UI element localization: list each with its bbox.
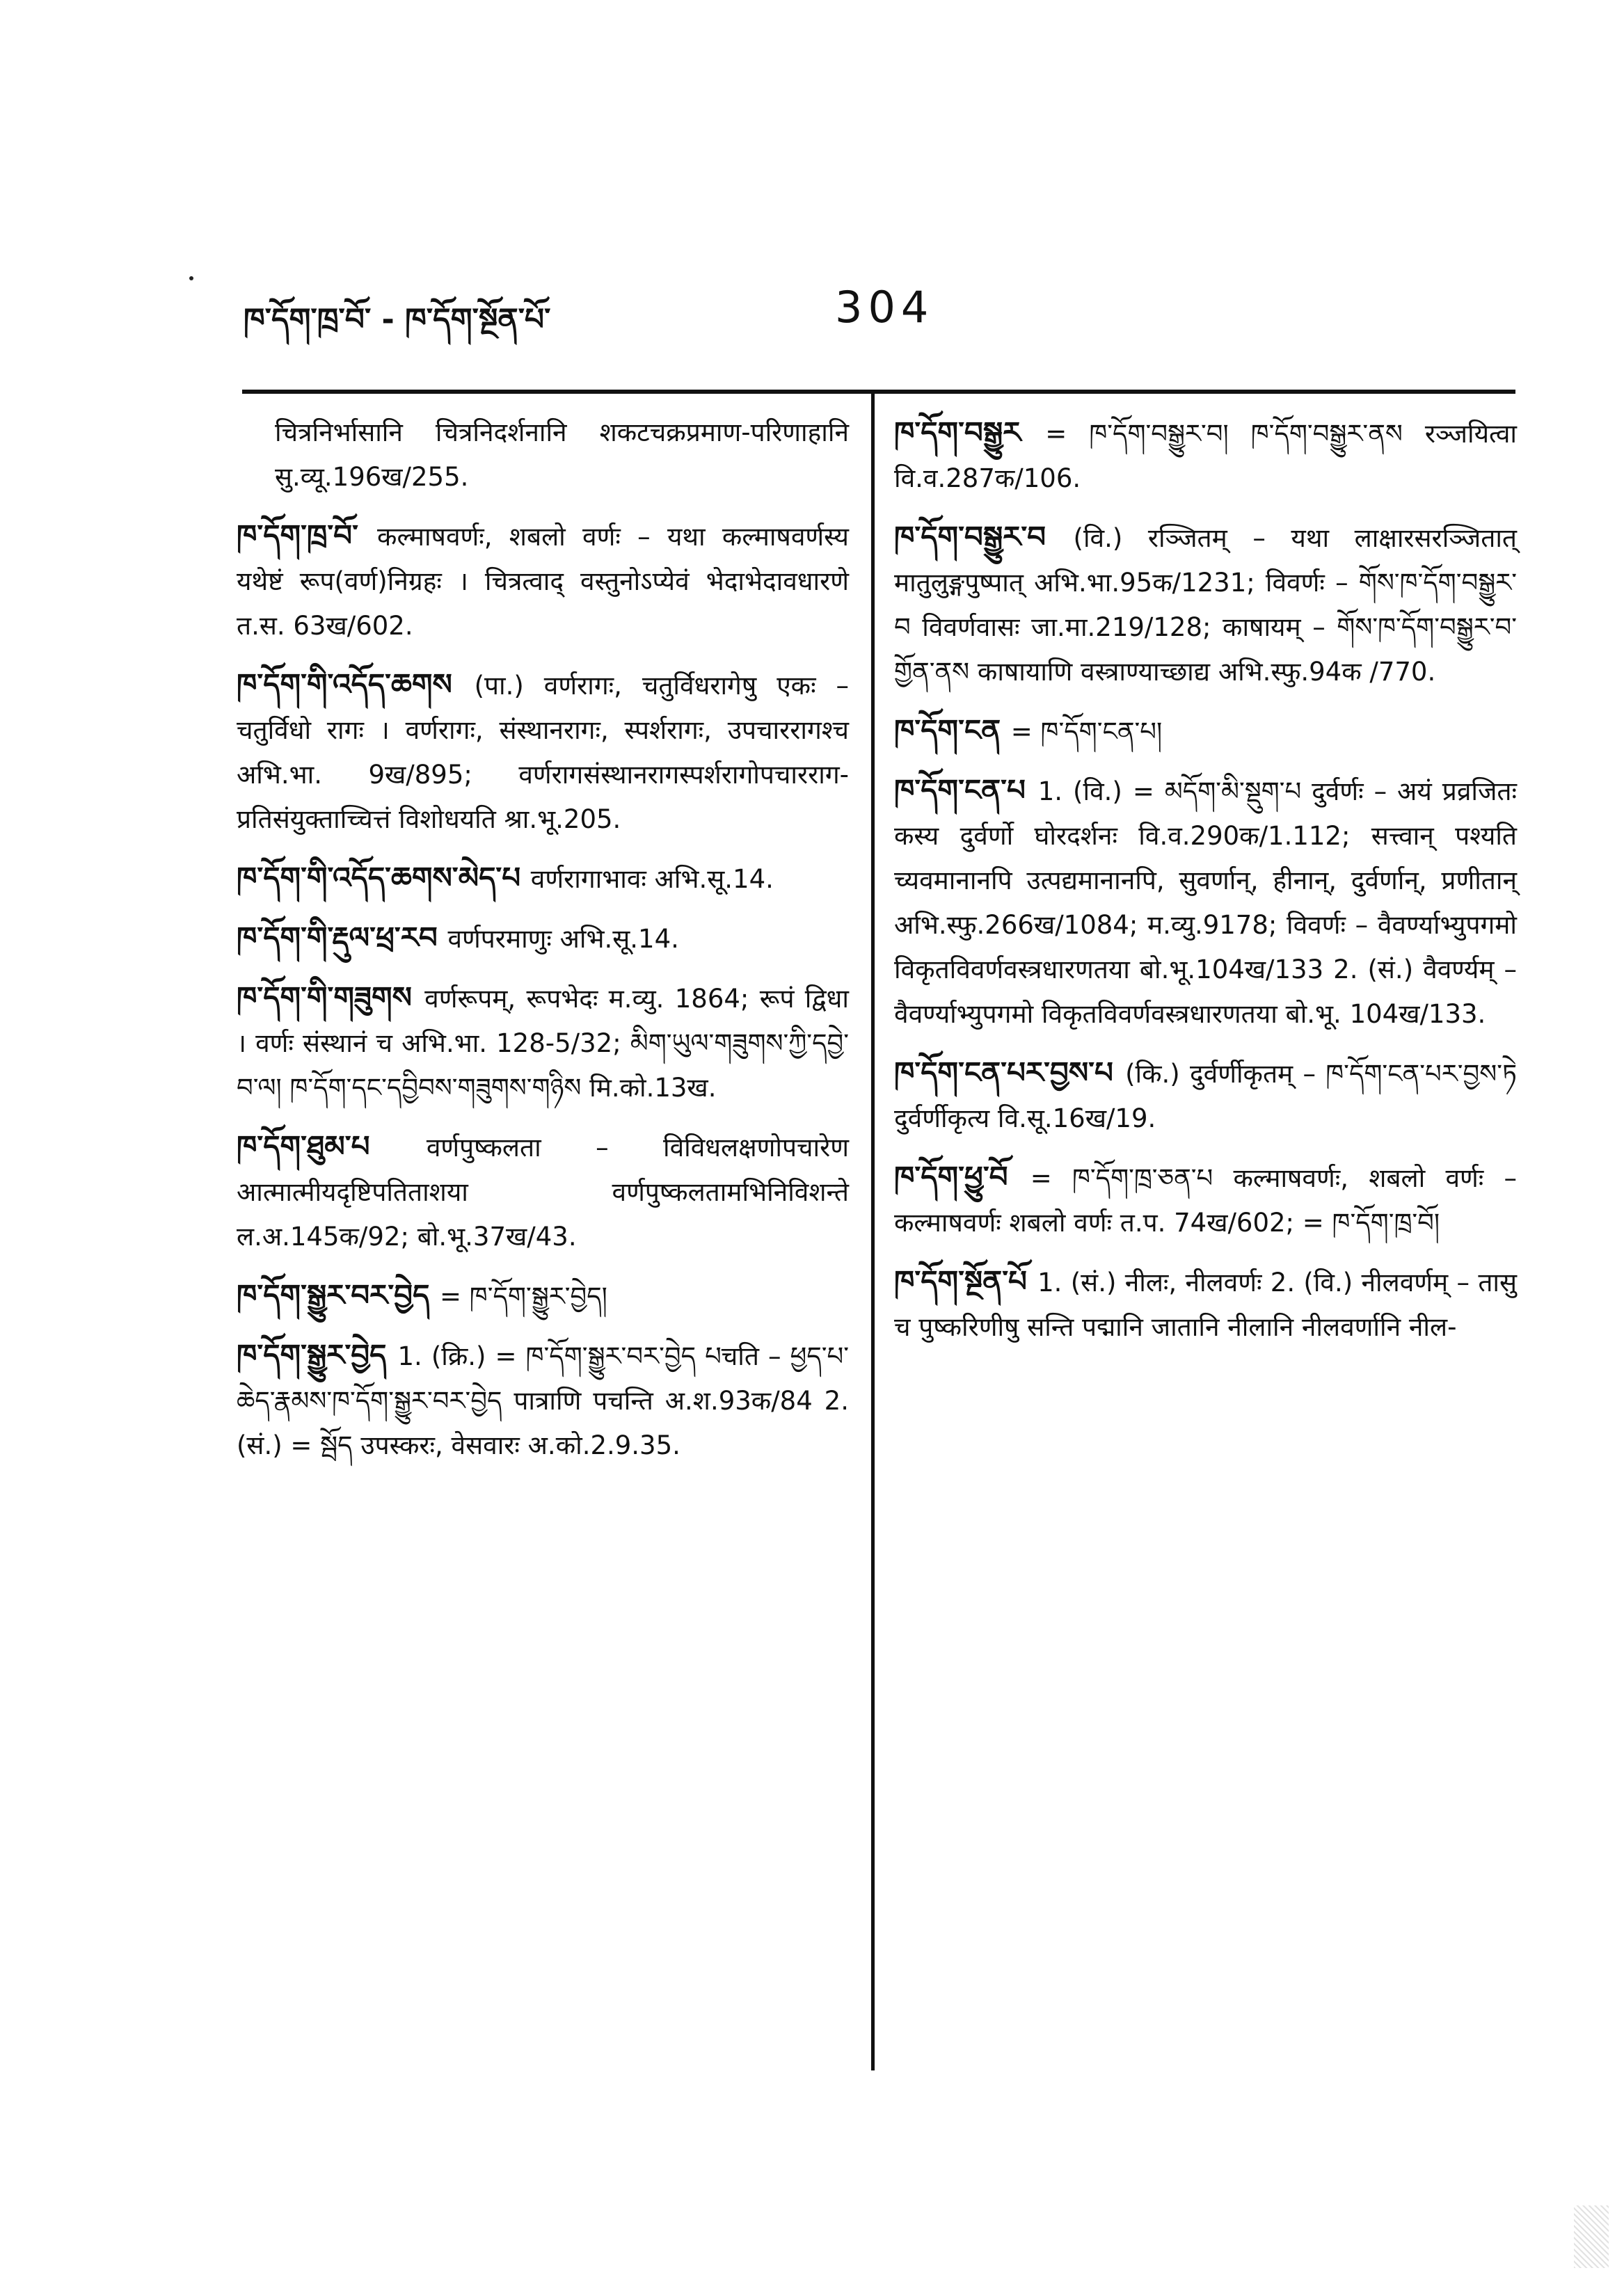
entry-headword: ཁ་དོག་གི་རྡུལ་ཕྲ་རབ	[237, 920, 448, 955]
dictionary-entry	[894, 1155, 1517, 1245]
entry-body: (पा.) वर्णरागः, चतुर्विधरागेषु एकः – चतुर्विधो रागः । वर्णरागः, संस्थानरागः, स्पर्शरागः, उपचाररागश्च अभि.भा. 9ख/895; वर्णरागसंस्थानरागस्पर्शरागोपचारराग-प्रतिसंयुक्ताच्चित्तं विशोधयति श्रा.भू.205.	[237, 671, 849, 834]
dictionary-entry	[237, 856, 849, 902]
entry-headword: ཁ་དོག་ཐུམ་པ	[237, 1129, 427, 1163]
header-rule	[242, 390, 1515, 394]
entry-body: = ཁ་དོག་སྒྱུར་བྱེད།	[440, 1282, 607, 1311]
entry-headword: ཁ་དོག་ཕྱུ་བོ	[894, 1160, 1030, 1194]
entry-body: कल्माषवर्णः, शबलो वर्णः – यथा कल्माषवर्णस्य यथेष्टं रूप(वर्ण)निग्रहः । चित्रत्वाद् वस्तुनोऽप्येवं भेदाभेदावधारणे त.स. 63ख/602.	[237, 522, 849, 641]
column-divider	[871, 394, 875, 2070]
dictionary-entry	[237, 1273, 849, 1319]
dictionary-entry	[894, 515, 1517, 694]
entry-headword: ཁ་དོག་སྒྱུར་བར་བྱེད	[237, 1278, 440, 1312]
entry-body: 1. (क्रि.) = ཁ་དོག་སྒྱུར་བར་བྱེད པचति – ཕྱད་པ་ཆེད་རྣམས་ཁ་དོག་སྒྱུར་བར་བྱེད पात्राणि पचन्ति अ.श.93क/84 2. (सं.) = སྦོད उपस्करः, वेसवारः अ.को.2.9.35.	[237, 1341, 850, 1460]
scan-artifact	[1574, 2205, 1609, 2268]
left-column	[237, 410, 849, 1482]
entry-body: चित्रनिर्भासानि चित्रनिदर्शनानि शकटचक्रप्रमाण-परिणाहानि सु.व्यू.196ख/255.	[275, 417, 849, 492]
dictionary-entry	[237, 662, 849, 842]
entry-headword: ཁ་དོག་ཁྲ་བོ་	[237, 518, 378, 552]
entry-headword: ཁ་དོག་བསྒྱུར་བ	[894, 520, 1074, 554]
entry-headword: ཁ་དོག་གི་འདོད་ཆགས་མེད་པ	[237, 861, 531, 895]
dictionary-entry	[894, 1259, 1517, 1350]
entry-body: वर्णरूपम्, रूपभेदः म.व्यु. 1864; रूपं द्विधा । वर्णः संस्थानं च अभि.भा. 128-5/32; མིག་ཡུལ་གཟུགས་ཀྱི་དབྱེ་བ་ལ། ཁ་དོག་དང་དབྱིབས་གཟུགས་གཉིས मि.को.13ख.	[237, 984, 849, 1103]
entry-headword: ཁ་དོག་ངན་པ	[894, 773, 1038, 807]
scan-dot	[189, 276, 193, 280]
entry-headword: ཁ་དོག་ངན	[894, 713, 1011, 747]
entry-headword: ཁ་དོག་བསྒྱུར	[894, 415, 1046, 449]
entry-headword: ཁ་དོག་ངན་པར་བྱས་པ	[894, 1055, 1126, 1089]
entry-body: 1. (सं.) नीलः, नीलवर्णः 2. (वि.) नीलवर्णम् – तासु च पुष्करिणीषु सन्ति पद्मानि जातानि नीलानि नीलवर्णानि नील-	[894, 1268, 1517, 1342]
dictionary-entry	[894, 1051, 1517, 1141]
entry-headword: ཁ་དོག་གི་འདོད་ཆགས	[237, 667, 475, 701]
page-number: 304	[835, 282, 934, 333]
entry-body: वर्णपरमाणुः अभि.सू.14.	[447, 924, 679, 954]
entry-body: वर्णरागाभावः अभि.सू.14.	[530, 864, 774, 894]
entry-body: वर्णपुष्कलता – विविधलक्षणोपचारेण आत्मात्मीयदृष्टिपतिताशया वर्णपुष्कलतामभिनिविशन्ते ल.अ.145क/92; बो.भू.37ख/43.	[237, 1133, 849, 1252]
entry-body: (कि.) दुर्वर्णीकृतम् – ཁ་དོག་ངན་པར་བྱས་ཏེ दुर्वर्णीकृत्य वि.सू.16ख/19.	[894, 1059, 1517, 1133]
dictionary-entry	[237, 410, 849, 500]
dictionary-entry	[894, 410, 1517, 501]
entry-body: (वि.) रञ्जितम् – यथा लाक्षारसरञ्जितात् मातुलुङ्गपुष्पात् अभि.भा.95क/1231; विवर्णः – གོས་ཁ་དོག་བསྒྱུར་བ विवर्णवासः जा.मा.219/128; काषायम् – གོས་ཁ་དོག་བསྒྱུར་བ་གྱོན་ནས काषायाणि वस्त्राण्याच्छाद्य अभि.स्फु.94क /770.	[894, 523, 1517, 687]
entry-body: = ཁ་དོག་ངན་པ།	[1010, 717, 1163, 747]
dictionary-entry	[237, 513, 849, 648]
entry-body: = ཁ་དོག་ཁྲ་ཅན་པ कल्माषवर्णः, शबलो वर्णः – कल्माषवर्णः शबलो वर्णः त.प. 74ख/602; = ཁ་དོག་ཁྲ་བོ།	[894, 1163, 1517, 1238]
entry-body: = ཁ་དོག་བསྒྱུར་བ། ཁ་དོག་བསྒྱུར་ནས रञ्जयित्वा वि.व.287क/106.	[894, 419, 1517, 493]
entry-headword: ཁ་དོག་གི་གཟུགས	[237, 980, 425, 1014]
entry-body: 1. (वि.) = མདོག་མི་སྡུག་པ दुर्वर्णः – अयं प्रव्रजितः कस्य दुर्वर्णो घोरदर्शनः वि.व.290क/1.112; सत्त्वान् पश्यति च्यवमानानपि उत्पद्यमानानपि, सुवर्णान्, हीनान्, दुर्वर्णान्, प्रणीतान् अभि.स्फु.266ख/1084; म.व्यु.9178; विवर्णः – वैवर्ण्याभ्युपगमो विकृतविवर्णवस्त्रधारणतया बो.भू.104ख/133 2. (सं.) वैवर्ण्यम् – वैवर्ण्याभ्युपगमो विकृतविवर्णवस्त्रधारणतया बो.भू. 104ख/133.	[894, 776, 1517, 1029]
dictionary-entry	[894, 708, 1517, 754]
dictionary-entry	[894, 768, 1517, 1037]
dictionary-entry	[237, 916, 849, 961]
dictionary-entry	[237, 1333, 849, 1468]
running-head: ཁ་དོག་ཁྲ་བོ་ - ཁ་དོག་སྔོན་པོ་	[244, 302, 551, 337]
entry-headword: ཁ་དོག་སྒྱུར་བྱེད	[237, 1338, 398, 1372]
entry-headword: ཁ་དོག་སྔོན་པོ	[894, 1264, 1038, 1298]
right-column	[894, 410, 1517, 1364]
dictionary-entry	[237, 975, 849, 1110]
dictionary-entry	[237, 1124, 849, 1259]
